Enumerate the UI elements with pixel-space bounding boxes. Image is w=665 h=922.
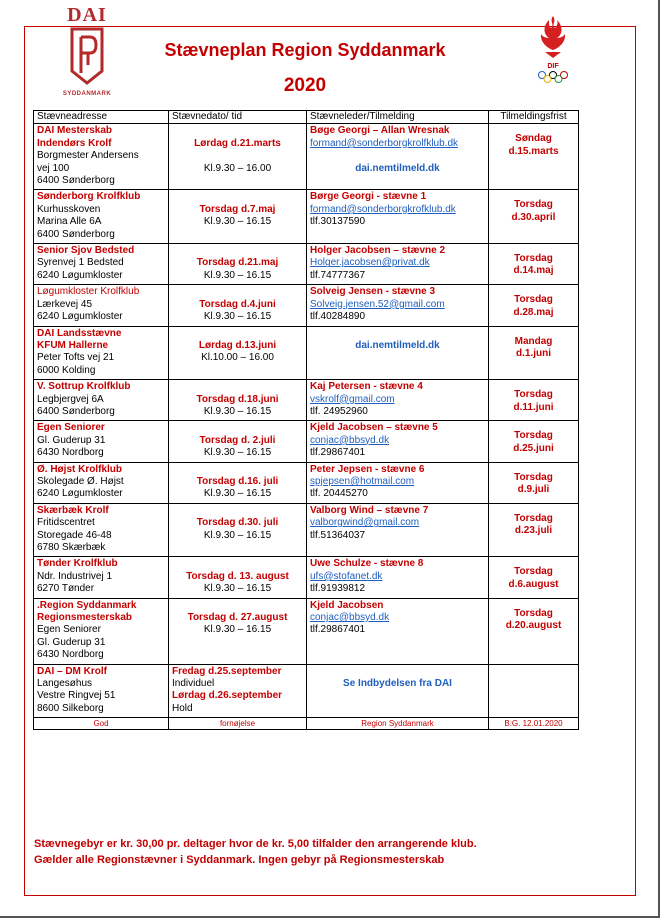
leader-cell-line: Uwe Schulze - stævne 8 — [310, 558, 424, 570]
deadline-cell — [489, 190, 579, 244]
table-row — [34, 380, 579, 421]
deadline-line: d.20.august — [505, 620, 562, 632]
address-cell-line: 6430 Nordborg — [37, 447, 104, 459]
date-cell — [169, 380, 307, 421]
leader-cell — [307, 326, 489, 380]
date-cell-line: Kl.9.30 – 16.00 — [203, 162, 272, 174]
leader-cell-line[interactable]: Solveig.jensen.52@gmail.com — [310, 298, 445, 310]
dai-logo-word: DAI — [67, 4, 107, 26]
leader-cell — [307, 380, 489, 421]
table-row — [34, 503, 579, 557]
leader-cell-line: tlf. 20445270 — [310, 488, 368, 500]
address-cell-line: Tønder Krolfklub — [37, 558, 118, 570]
leader-cell-line: Kjeld Jacobsen – stævne 5 — [310, 422, 438, 434]
deadline-line: d.14.maj — [513, 265, 554, 277]
table-row — [34, 285, 579, 326]
leader-cell-line — [310, 150, 485, 162]
address-cell — [34, 664, 169, 718]
address-cell-line: Gl. Guderup 31 — [37, 636, 106, 648]
leader-cell-line — [310, 328, 485, 340]
date-cell — [169, 421, 307, 462]
address-cell-line: V. Sottrup Krolfklub — [37, 381, 131, 393]
page-year: 2020 — [283, 75, 327, 96]
address-cell-line: Senior Sjov Bedsted — [37, 245, 135, 257]
date-cell-line: Lørdag d.13.juni — [198, 339, 277, 351]
date-cell-line: Torsdag d.18.juni — [196, 393, 279, 405]
address-cell-line: Egen Seniorer — [37, 624, 101, 636]
date-cell-line: Torsdag d.21.maj — [196, 257, 279, 269]
address-cell-line: Lærkevej 45 — [37, 298, 93, 310]
date-cell-line — [172, 191, 303, 203]
address-cell-line: Skærbæk Krolf — [37, 504, 109, 516]
deadline-line: Torsdag — [514, 199, 553, 211]
deadline-cell — [489, 557, 579, 598]
address-cell — [34, 598, 169, 664]
date-cell — [169, 190, 307, 244]
olympic-rings-icon — [536, 71, 570, 83]
footer-cell-4: B:G. 12.01.2020 — [489, 718, 579, 730]
address-cell-line: Skolegade Ø. Højst — [37, 475, 124, 487]
address-cell — [34, 285, 169, 326]
dif-logo — [528, 14, 578, 88]
leader-cell — [307, 421, 489, 462]
leader-cell — [307, 664, 489, 718]
deadline-line: d.6.august — [508, 578, 559, 590]
date-cell-line: Torsdag d.16. juli — [196, 475, 279, 487]
deadline-line: Torsdag — [514, 512, 553, 524]
dai-shield-icon — [52, 27, 122, 85]
table-row — [34, 598, 579, 664]
leader-cell-line: dai.nemtilmeld.dk — [355, 162, 440, 174]
address-cell-line: KFUM Hallerne — [37, 339, 109, 351]
leader-cell-line[interactable]: valborgwind@gmail.com — [310, 517, 420, 529]
address-cell — [34, 124, 169, 190]
deadline-cell — [489, 244, 579, 285]
leader-cell-line[interactable]: ufs@stofanet.dk — [310, 570, 383, 582]
address-cell-line: 6400 Sønderborg — [37, 405, 115, 417]
date-cell-line — [172, 328, 303, 340]
leader-cell — [307, 244, 489, 285]
date-cell-line: Kl.10.00 – 16.00 — [201, 352, 274, 364]
address-cell — [34, 462, 169, 503]
deadline-cell — [489, 503, 579, 557]
header-deadline: Tilmeldingsfrist — [489, 111, 579, 124]
date-cell — [169, 557, 307, 598]
date-cell-line: Torsdag d. 2.juli — [199, 434, 276, 446]
dai-logo-sub: SYDDANMARK — [62, 91, 112, 97]
date-cell-line: Kl.9.30 – 16.15 — [203, 488, 272, 500]
date-cell-line — [172, 150, 303, 162]
date-cell-line: Fredag d.25.september — [172, 665, 282, 677]
date-cell-line: Lørdag d.26.september — [172, 690, 283, 702]
date-cell-line — [172, 245, 303, 257]
leader-cell — [307, 285, 489, 326]
leader-cell — [307, 503, 489, 557]
leader-cell — [307, 124, 489, 190]
date-cell-line: Torsdag d.4.juni — [199, 298, 276, 310]
address-cell-line: Marina Alle 6A — [37, 216, 102, 228]
date-cell-line — [172, 286, 303, 298]
address-cell-line: 8600 Silkeborg — [37, 702, 104, 714]
date-cell — [169, 664, 307, 718]
deadline-cell — [489, 285, 579, 326]
address-cell-line: 6240 Løgumkloster — [37, 488, 123, 500]
deadline-cell — [489, 380, 579, 421]
date-cell — [169, 598, 307, 664]
address-cell-line: Regionsmesterskab — [37, 612, 133, 624]
date-cell-line: Torsdag d. 27.august — [187, 612, 288, 624]
leader-cell-line[interactable]: Holger.jacobsen@privat.dk — [310, 257, 430, 269]
leader-cell — [307, 557, 489, 598]
table-row — [34, 421, 579, 462]
leader-cell-line: tlf.40284890 — [310, 311, 366, 323]
address-cell-line: 6270 Tønder — [37, 583, 95, 595]
address-cell-line: Sønderborg Krolfklub — [37, 191, 141, 203]
date-cell-line: Kl.9.30 – 16.15 — [203, 311, 272, 323]
date-cell-line: Kl.9.30 – 16.15 — [203, 583, 272, 595]
deadline-cell — [489, 421, 579, 462]
deadline-line: d.30.april — [511, 211, 556, 223]
leader-cell-line: Solveig Jensen - stævne 3 — [310, 286, 436, 298]
deadline-cell — [489, 598, 579, 664]
leader-cell-line[interactable]: spjepsen@hotmail.com — [310, 475, 415, 487]
address-cell-line: 6430 Nordborg — [37, 649, 104, 661]
address-cell-line: Indendørs Krolf — [37, 137, 112, 149]
date-cell-line: Torsdag d. 13. august — [186, 570, 289, 582]
deadline-line: d.25.juni — [513, 442, 554, 454]
date-cell — [169, 124, 307, 190]
address-cell-line: Syrenvej 1 Bedsted — [37, 257, 124, 269]
address-cell-line: 6400 Sønderborg — [37, 175, 115, 187]
address-cell-line: 6000 Kolding — [37, 364, 96, 376]
date-cell-line: Lørdag d.21.marts — [194, 137, 281, 149]
table-row — [34, 190, 579, 244]
leader-cell-line[interactable]: formand@sonderborgkrolfklub.dk — [310, 137, 459, 149]
deadline-line: Mandag — [514, 335, 553, 347]
address-cell — [34, 421, 169, 462]
deadline-line: d.9.juli — [517, 483, 550, 495]
address-cell-line: Løgumkloster Krolfklub — [37, 286, 140, 298]
address-cell-line: Ø. Højst Krolfklub — [37, 463, 122, 475]
table-header-row — [34, 111, 579, 124]
date-cell-line: Kl.9.30 – 16.15 — [203, 447, 272, 459]
leader-cell-line: Peter Jepsen - stævne 6 — [310, 463, 425, 475]
address-cell-line: Ndr. Industrivej 1 — [37, 570, 113, 582]
date-cell — [169, 285, 307, 326]
date-cell-line: Kl.9.30 – 16.15 — [203, 405, 272, 417]
address-cell-line: 6780 Skærbæk — [37, 542, 106, 553]
date-cell — [169, 326, 307, 380]
deadline-line: d.15.marts — [508, 145, 559, 157]
address-cell-line: DAI Mesterskab — [37, 125, 113, 137]
deadline-line: Torsdag — [514, 430, 553, 442]
schedule-body — [34, 124, 579, 718]
deadline-line: Torsdag — [514, 253, 553, 265]
leader-cell-line: tlf.51364037 — [310, 529, 366, 541]
date-cell-line: Kl.9.30 – 16.15 — [203, 624, 272, 636]
header-address: Stævneadresse — [34, 111, 169, 124]
deadline-line: d.23.juli — [514, 525, 553, 537]
address-cell-line: Kurhusskoven — [37, 203, 101, 215]
date-cell-line: Hold — [172, 702, 193, 714]
deadline-cell — [489, 124, 579, 190]
address-cell — [34, 503, 169, 557]
deadline-line: d.28.maj — [513, 306, 554, 318]
address-cell — [34, 557, 169, 598]
address-cell-line: Peter Tofts vej 21 — [37, 352, 115, 364]
deadline-line: Torsdag — [514, 294, 553, 306]
date-cell-line — [172, 125, 303, 137]
address-cell-line: Egen Seniorer — [37, 422, 105, 434]
table-footer-row — [34, 718, 579, 730]
deadline-cell — [489, 462, 579, 503]
leader-cell-line: dai.nemtilmeld.dk — [355, 339, 440, 351]
leader-cell-line: tlf. 24952960 — [310, 405, 368, 417]
fee-note — [34, 836, 604, 868]
address-cell-line: 6240 Løgumkloster — [37, 269, 123, 281]
table-row — [34, 557, 579, 598]
footer-cell-3: Region Syddanmark — [307, 718, 489, 730]
leader-cell — [307, 190, 489, 244]
address-cell-line: 6240 Løgumkloster — [37, 311, 123, 323]
date-cell-line — [172, 381, 303, 393]
page-title: Stævneplan Region Syddanmark — [164, 40, 446, 60]
deadline-cell — [489, 664, 579, 718]
table-row — [34, 124, 579, 190]
dif-logo-text: DIF — [547, 63, 559, 70]
table-row — [34, 326, 579, 380]
date-cell — [169, 244, 307, 285]
date-cell-line — [172, 464, 303, 476]
date-cell — [169, 462, 307, 503]
address-cell — [34, 190, 169, 244]
dai-logo — [52, 4, 122, 97]
leader-cell-line: Bøge Georgi – Allan Wresnak — [310, 125, 450, 137]
leader-cell-line: Kaj Petersen - stævne 4 — [310, 381, 423, 393]
leader-cell — [307, 462, 489, 503]
address-cell-line: vej 100 — [37, 162, 70, 174]
leader-cell-line[interactable]: vskrolf@gmail.com — [310, 393, 395, 405]
leader-cell-line: tlf.74777367 — [310, 269, 366, 281]
address-cell-line: .Region Syddanmark — [37, 599, 137, 611]
address-cell — [34, 244, 169, 285]
deadline-cell — [489, 326, 579, 380]
leader-cell-line: Valborg Wind – stævne 7 — [310, 504, 429, 516]
date-cell-line: Kl.9.30 – 16.15 — [203, 216, 272, 228]
date-cell-line: Torsdag d.30. juli — [196, 517, 279, 529]
address-cell-line: Gl. Guderup 31 — [37, 434, 106, 446]
leader-cell-line — [310, 666, 485, 678]
address-cell-line: DAI Landsstævne — [37, 327, 122, 339]
footer-cell-1: God — [34, 718, 169, 730]
date-cell-line: Torsdag d.7.maj — [199, 203, 276, 215]
date-cell-line — [172, 558, 303, 570]
date-cell-line: Kl.9.30 – 16.15 — [203, 529, 272, 541]
header-leader: Stævneleder/Tilmelding — [307, 111, 489, 124]
date-cell-line: Individuel — [172, 678, 215, 690]
deadline-line: Torsdag — [514, 607, 553, 619]
date-cell-line: Kl.9.30 – 16.15 — [203, 269, 272, 281]
deadline-line: Torsdag — [514, 389, 553, 401]
deadline-line: Torsdag — [514, 566, 553, 578]
leader-cell-line[interactable]: conjac@bbsyd.dk — [310, 434, 390, 446]
date-cell-line — [172, 600, 303, 612]
leader-cell-line: Holger Jacobsen – stævne 2 — [310, 245, 446, 257]
table-row — [34, 462, 579, 503]
date-cell — [169, 503, 307, 557]
leader-cell — [307, 598, 489, 664]
leader-cell-line: tlf.29867401 — [310, 447, 366, 459]
address-cell-line: Langesøhus — [37, 678, 93, 690]
fee-note-line-1: Stævnegebyr er kr. 30,00 pr. deltager hvor de kr. 5,00 tilfalder den arrangerende klub. — [34, 838, 477, 850]
leader-cell-line[interactable]: formand@sonderborgkrofklub.dk — [310, 203, 456, 215]
address-cell-line: Storegade 46-48 — [37, 529, 112, 541]
deadline-line: d.1.juni — [516, 347, 551, 359]
leader-cell-line: tlf.91939812 — [310, 583, 366, 595]
leader-cell-line: tlf.29867401 — [310, 624, 366, 636]
date-cell-line — [172, 505, 303, 517]
deadline-line: d.11.juni — [513, 401, 554, 413]
address-cell-line: Borgmester Andersens — [37, 150, 139, 162]
flame-icon — [533, 14, 573, 58]
address-cell — [34, 326, 169, 380]
address-cell-line: Vestre Ringvej 51 — [37, 690, 116, 702]
table-row — [34, 664, 579, 718]
date-cell-line — [172, 422, 303, 434]
deadline-line: Søndag — [515, 133, 552, 145]
address-cell-line: 6400 Sønderborg — [37, 228, 115, 240]
address-cell-line: Fritidscentret — [37, 517, 95, 529]
footer-cell-2: fornøjelse — [169, 718, 307, 730]
leader-cell-line: Se Indbydelsen fra DAI — [343, 678, 452, 690]
address-cell — [34, 380, 169, 421]
header-date: Stævnedato/ tid — [169, 111, 307, 124]
leader-cell-line: tlf.30137590 — [310, 216, 366, 228]
address-cell-line: DAI – DM Krolf — [37, 665, 107, 677]
deadline-line: Torsdag — [514, 471, 553, 483]
schedule-table — [33, 110, 579, 730]
leader-cell-line[interactable]: conjac@bbsyd.dk — [310, 612, 390, 624]
table-row — [34, 244, 579, 285]
address-cell-line: Legbjergvej 6A — [37, 393, 104, 405]
leader-cell-line: Børge Georgi - stævne 1 — [310, 191, 427, 203]
leader-cell-line: Kjeld Jacobsen — [310, 599, 384, 611]
fee-note-line-2: Gælder alle Regionstævner i Syddanmark. Ingen gebyr på Regionsmesterskab — [34, 854, 445, 866]
